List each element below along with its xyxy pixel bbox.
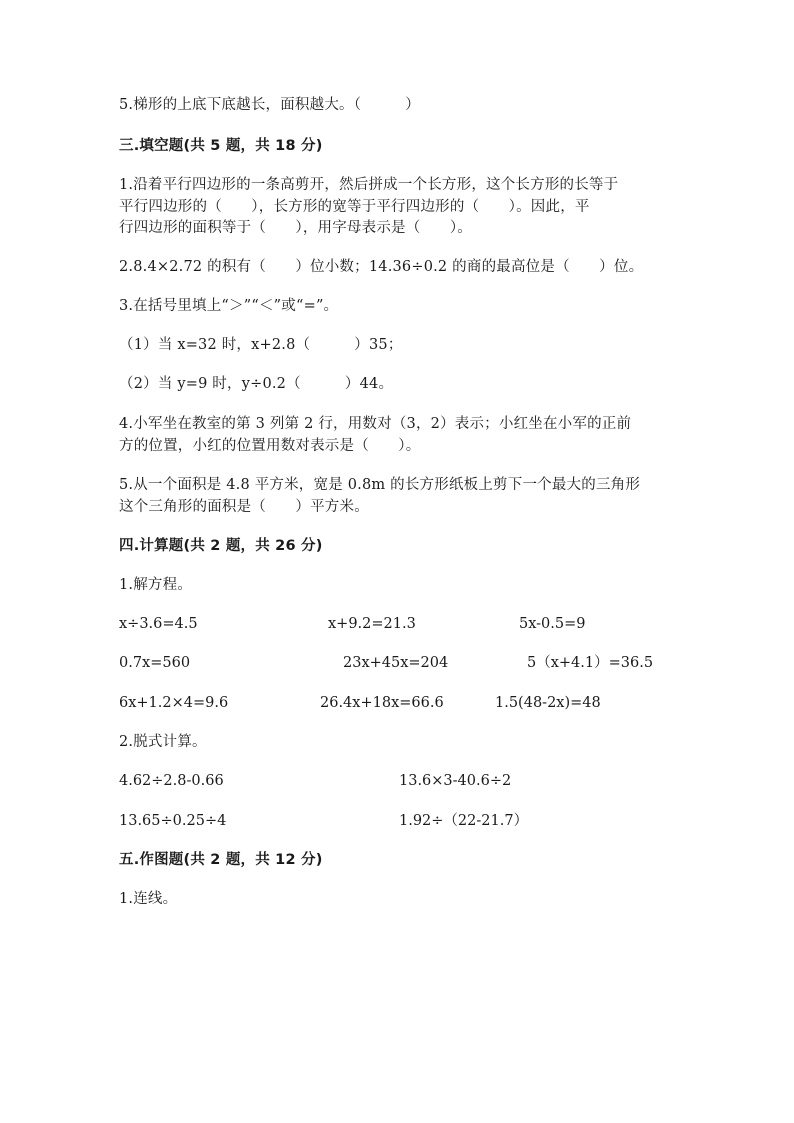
calculation: 1.92÷（22-21.7） [399,813,529,829]
question-5-line-2: 这个三角形的面积是（ ）平方米。 [119,499,369,515]
calculation: 13.6×3-40.6÷2 [399,773,512,789]
equation: 5x-0.5=9 [519,616,586,632]
question-2: 2.8.4×2.72 的积有（ ）位小数；14.36÷0.2 的商的最高位是（ ）位。 [119,259,644,275]
question-3-part-2: （2）当 y=9 时，y÷0.2（ ）44。 [119,376,394,392]
question-5-previous: 5.梯形的上底下底越长，面积越大。（ ） [119,97,420,113]
question-4-line-2: 方的位置，小红的位置用数对表示是（ ）。 [119,438,421,454]
calculation-title: 2.脱式计算。 [119,734,207,750]
equation: 23x+45x=204 [343,655,449,671]
equation: 1.5(48-2x)=48 [495,695,601,711]
question-3: 3.在括号里填上“＞”“＜”或“=”。 [119,298,339,314]
question-5-line-1: 5.从一个面积是 4.8 平方米，宽是 0.8m 的长方形纸板上剪下一个最大的三角形 [119,477,641,493]
section-3-heading: 三.填空题(共 5 题，共 18 分) [119,138,323,154]
equation: 0.7x=560 [119,655,191,671]
equation: x÷3.6=4.5 [119,616,198,632]
equation: 26.4x+18x=66.6 [320,695,444,711]
section-5-heading: 五.作图题(共 2 题，共 12 分) [119,852,323,868]
question-1-line-3: 行四边形的面积等于（ ），用字母表示是（ ）。 [119,220,472,236]
section-4-heading: 四.计算题(共 2 题，共 26 分) [119,538,323,554]
question-3-part-1: （1）当 x=32 时，x+2.8（ ）35； [119,337,403,353]
equation: 6x+1.2×4=9.6 [119,695,229,711]
calculation: 4.62÷2.8-0.66 [119,773,224,789]
calculation: 13.65÷0.25÷4 [119,813,227,829]
question-4-line-1: 4.小军坐在教室的第 3 列第 2 行，用数对（3，2）表示；小红坐在小军的正前 [119,416,632,432]
equation: x+9.2=21.3 [328,616,416,632]
question-1-line-2: 平行四边形的（ ），长方形的宽等于平行四边形的（ ）。因此，平 [119,199,590,215]
question-1-line-1: 1.沿着平行四边形的一条高剪开，然后拼成一个长方形，这个长方形的长等于 [119,177,619,193]
solve-equations-title: 1.解方程。 [119,577,193,593]
connect-lines-title: 1.连线。 [119,891,178,907]
equation: 5（x+4.1）=36.5 [527,655,654,671]
